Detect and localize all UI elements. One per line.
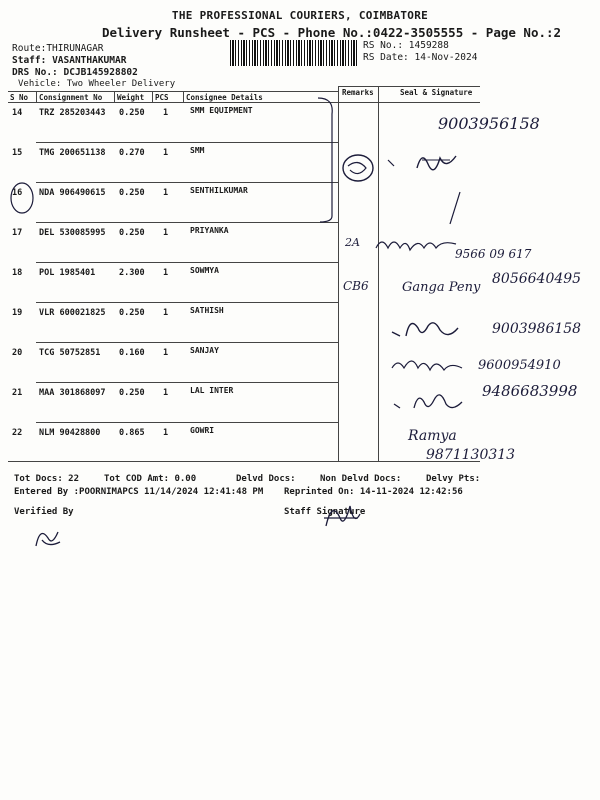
route-value: THIRUNAGAR	[46, 43, 104, 54]
col-header-weight: Weight	[117, 93, 145, 102]
row-separator	[36, 422, 338, 423]
row-separator	[36, 222, 338, 223]
rs-no-value: 1459288	[408, 40, 449, 51]
delvd-docs: Delvd Docs:	[236, 474, 296, 484]
row-sno: 21	[12, 388, 23, 398]
row-weight: 0.250	[119, 308, 145, 318]
col-header-consignment: Consignment No	[39, 93, 103, 102]
staff-label: Staff:	[12, 55, 47, 66]
drs-line	[12, 67, 138, 78]
handwritten-phone-r17: 9566 09 617	[455, 247, 532, 261]
runsheet-subtitle: Delivery Runsheet - PCS - Phone No.:0422-3505555 - Page No.:2	[102, 25, 562, 40]
rs-no-line	[363, 40, 449, 51]
row-pcs: 1	[163, 228, 169, 238]
circled-row-mark	[8, 182, 38, 218]
barcode-image	[230, 40, 358, 66]
handwritten-stamp-mark	[336, 148, 396, 188]
row-consignee: SMM	[190, 146, 205, 155]
handwritten-phone-r21: 9486683998	[482, 382, 578, 400]
verified-signature	[30, 522, 66, 554]
row-separator	[36, 142, 338, 143]
handwritten-phone-r22: 9871130313	[426, 447, 516, 463]
row-consignment: TRZ 285203443	[39, 108, 106, 118]
row-pcs: 1	[163, 308, 169, 318]
table-top-left-line	[8, 91, 338, 92]
row-sno: 16	[12, 188, 23, 198]
row-consignment: DEL 530085995	[39, 228, 106, 238]
row-consignment: TMG 200651138	[39, 148, 106, 158]
col-header-remarks: Remarks	[342, 88, 374, 97]
row-sno: 20	[12, 348, 23, 358]
row-separator	[36, 182, 338, 183]
col-header-consignee: Consignee Details	[186, 93, 263, 102]
row-consignee: SENTHILKUMAR	[190, 186, 248, 195]
rs-no-label: RS No.:	[363, 40, 404, 51]
col-divider-2	[114, 91, 115, 102]
route-line	[12, 43, 104, 54]
col-divider-1	[36, 91, 37, 102]
row-weight: 0.250	[119, 228, 145, 238]
staff-line	[12, 55, 126, 66]
row-weight: 0.250	[119, 188, 145, 198]
row-consignee: SANJAY	[190, 346, 219, 355]
row-consignment: MAA 301868097	[39, 388, 106, 398]
col-header-seal: Seal & Signature	[400, 88, 473, 97]
row-pcs: 1	[163, 268, 169, 278]
tot-docs: Tot Docs: 22	[14, 474, 80, 484]
row-consignment: VLR 600021825	[39, 308, 106, 318]
handwritten-tamil-name-r20	[388, 352, 468, 376]
company-title: THE PROFESSIONAL COURIERS, COIMBATORE	[171, 9, 429, 22]
row-pcs: 1	[163, 428, 169, 438]
row-consignee: SATHISH	[190, 306, 224, 315]
staff-signature	[318, 498, 364, 534]
row-consignment: NLM 90428800	[39, 428, 101, 438]
pen-stroke	[440, 188, 470, 228]
col-divider-4	[183, 91, 184, 102]
signature-r15	[412, 146, 462, 176]
table-bottom-line	[8, 461, 480, 462]
row-pcs: 1	[163, 148, 169, 158]
col-header-sno: S No	[10, 93, 29, 102]
delvy-pts: Delvy Pts:	[426, 474, 481, 484]
signature-r19	[388, 314, 478, 344]
non-delvd-docs: Non Delvd Docs:	[320, 474, 402, 484]
row-weight: 0.270	[119, 148, 145, 158]
table-top-right-line	[338, 86, 480, 87]
rs-date-label: RS Date:	[363, 52, 409, 63]
tot-cod-amt: Tot COD Amt: 0.00	[104, 474, 197, 484]
row-consignee: SOWMYA	[190, 266, 219, 275]
row-sno: 14	[12, 108, 23, 118]
handwritten-phone-r14: 9003956158	[438, 114, 540, 133]
row-consignee: SMM EQUIPMENT	[190, 106, 253, 115]
row-consignment: POL 1985401	[39, 268, 96, 278]
row-separator	[36, 382, 338, 383]
row-consignee: GOWRI	[190, 426, 215, 435]
handwritten-remark-r17: 2A	[345, 236, 360, 249]
row-separator	[36, 302, 338, 303]
col-divider-seal	[378, 86, 379, 461]
row-sno: 17	[12, 228, 23, 238]
handwritten-name-r22: Ramya	[408, 428, 457, 444]
row-weight: 0.250	[119, 388, 145, 398]
handwritten-phone-r19: 9003986158	[492, 321, 582, 337]
row-consignment: NDA 906490615	[39, 188, 106, 198]
verified-by-label: Verified By	[14, 507, 74, 517]
handwritten-remark-r18: CB6	[343, 279, 369, 293]
row-weight: 0.250	[119, 108, 145, 118]
row-sno: 18	[12, 268, 23, 278]
row-separator	[36, 342, 338, 343]
vehicle-line: Vehicle: Two Wheeler Delivery	[18, 79, 176, 89]
row-weight: 2.300	[119, 268, 145, 278]
handwritten-tamil-name-r17	[372, 234, 462, 254]
row-consignee: PRIYANKA	[190, 226, 229, 235]
row-separator	[36, 262, 338, 263]
bracket-mark	[310, 96, 340, 226]
row-weight: 0.865	[119, 428, 145, 438]
reprinted-on: Reprinted On: 14-11-2024 12:42:56	[284, 487, 463, 497]
drs-value: DCJB145928802	[63, 67, 138, 78]
staff-value: VASANTHAKUMAR	[52, 55, 127, 66]
row-consignment: TCG 50752851	[39, 348, 101, 358]
handwritten-phone-r20: 9600954910	[478, 358, 561, 373]
row-pcs: 1	[163, 188, 169, 198]
col-header-pcs: PCS	[155, 93, 169, 102]
row-pcs: 1	[163, 348, 169, 358]
drs-label: DRS No.:	[12, 67, 58, 78]
col-divider-3	[152, 91, 153, 102]
rs-date-line	[363, 52, 477, 63]
signature-r21	[390, 386, 480, 416]
handwritten-name-r18: Ganga Peny	[402, 280, 481, 295]
handwritten-phone-r18: 8056640495	[492, 271, 582, 287]
row-consignee: LAL INTER	[190, 386, 234, 395]
row-sno: 15	[12, 148, 23, 158]
row-weight: 0.160	[119, 348, 145, 358]
route-label: Route:	[12, 43, 47, 54]
rs-date-value: 14-Nov-2024	[414, 52, 478, 63]
table-header-line	[8, 102, 480, 103]
row-pcs: 1	[163, 388, 169, 398]
staff-signature-label: Staff Signature	[284, 507, 366, 517]
row-sno: 19	[12, 308, 23, 318]
row-pcs: 1	[163, 108, 169, 118]
row-sno: 22	[12, 428, 23, 438]
entered-by: Entered By :POORNIMAPCS 11/14/2024 12:41:48 PM	[14, 487, 264, 497]
